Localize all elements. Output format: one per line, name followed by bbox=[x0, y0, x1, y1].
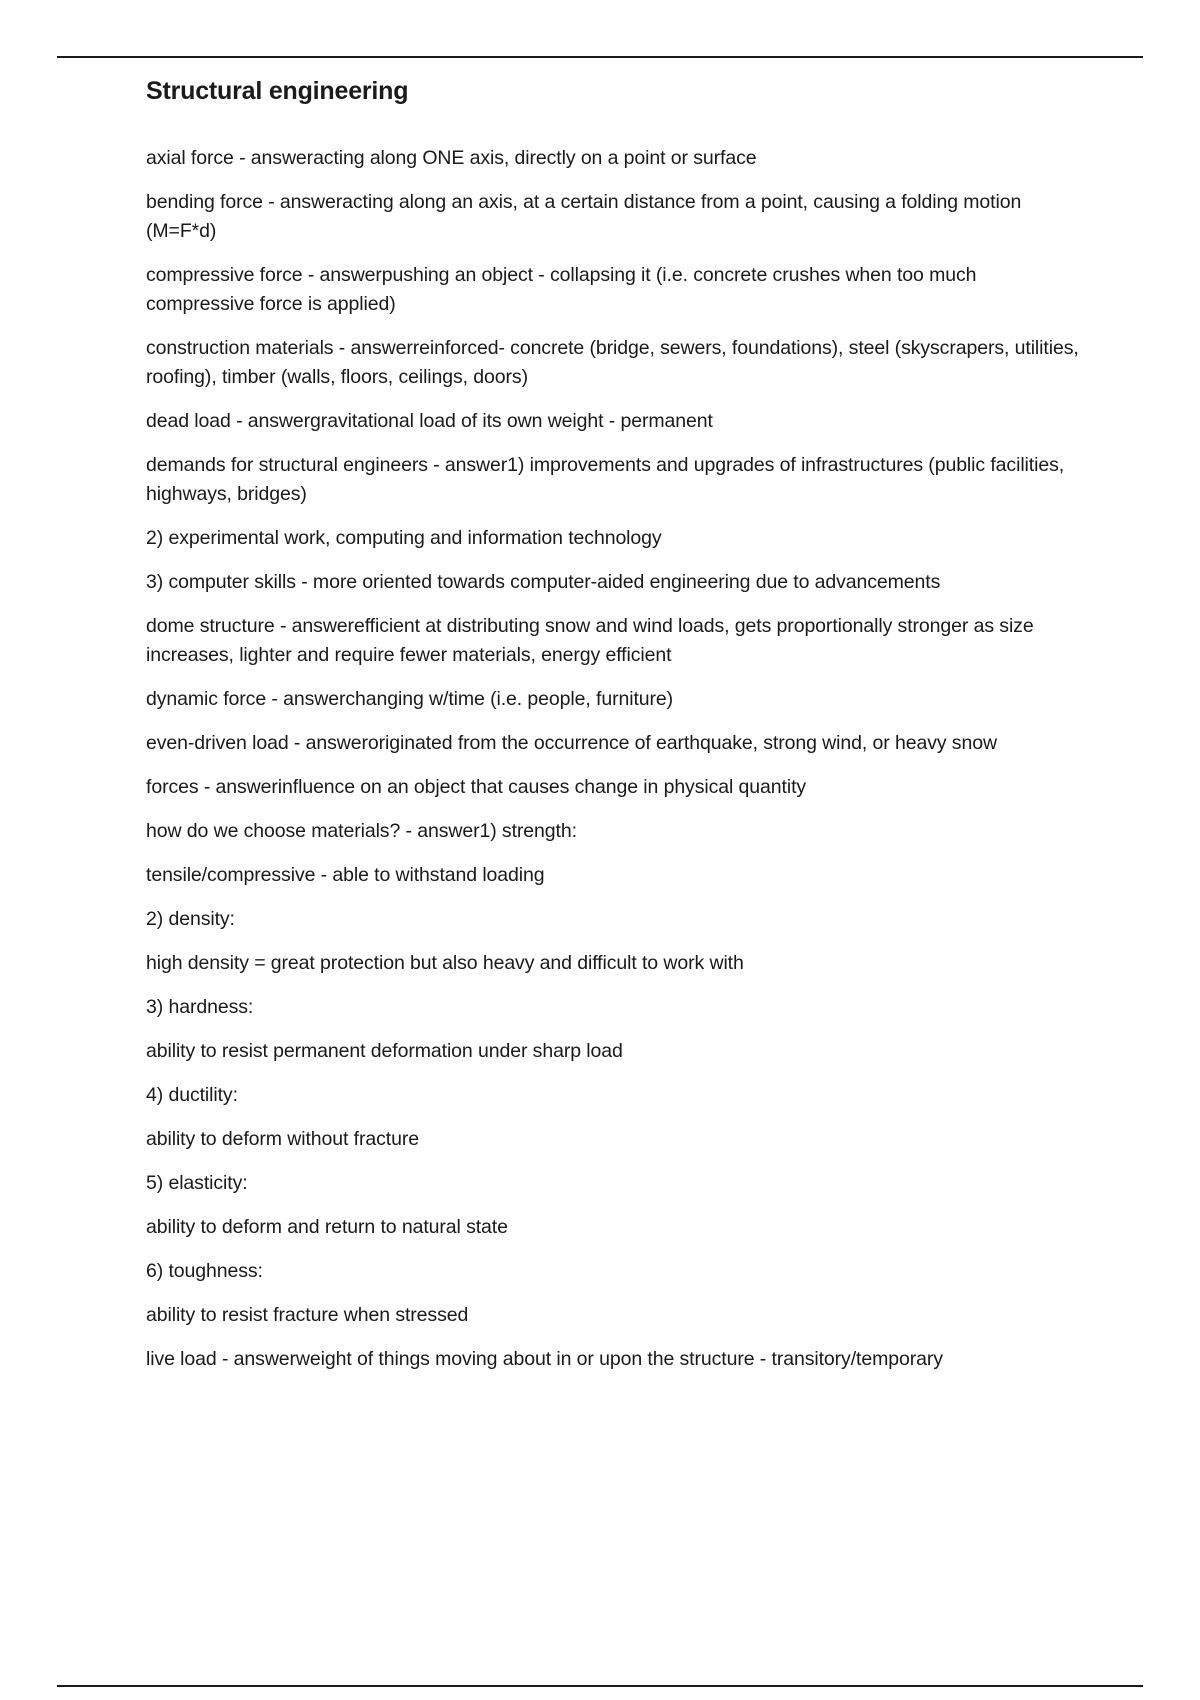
entry-dead-load: dead load - answergravitational load of its own weight - permanent bbox=[146, 410, 713, 432]
entry-bending-force: bending force - answeracting along an axis, at a certain distance from a point, causing a folding motion (M=F*d) bbox=[146, 191, 1022, 242]
entry-ductility-detail: ability to deform without fracture bbox=[146, 1128, 419, 1150]
entry-dynamic-force: dynamic force - answerchanging w/time (i.e. people, furniture) bbox=[146, 688, 674, 710]
entry-demands-item-2: 2) experimental work, computing and information technology bbox=[146, 527, 662, 549]
entry-event-driven-load: even-driven load - answeroriginated from the occurrence of earthquake, strong wind, or heavy snow bbox=[146, 732, 997, 754]
entry-hardness-detail: ability to resist permanent deformation under sharp load bbox=[146, 1040, 623, 1062]
header-rule bbox=[57, 56, 1143, 58]
entry-toughness: 6) toughness: bbox=[146, 1260, 263, 1282]
entry-demands-item-3: 3) computer skills - more oriented towards computer-aided engineering due to advancements bbox=[146, 571, 941, 593]
entry-ductility: 4) ductility: bbox=[146, 1084, 238, 1106]
entry-dome-structure: dome structure - answerefficient at distributing snow and wind loads, gets proportionally stronger as size increases, lighter and require fewer materials, energy efficient bbox=[146, 615, 1034, 666]
entry-elasticity: 5) elasticity: bbox=[146, 1172, 248, 1194]
entry-toughness-detail: ability to resist fracture when stressed bbox=[146, 1304, 469, 1326]
entry-density: 2) density: bbox=[146, 908, 235, 930]
entry-compressive-force: compressive force - answerpushing an object - collapsing it (i.e. concrete crushes when too much compressive force is applied) bbox=[146, 264, 977, 315]
entry-construction-materials: construction materials - answerreinforced- concrete (bridge, sewers, foundations), steel (skyscrapers, utilities, roofing), timber (walls, floors, ceilings, doors) bbox=[146, 337, 1079, 388]
document-body bbox=[146, 72, 1086, 1389]
entry-hardness: 3) hardness: bbox=[146, 996, 254, 1018]
entry-elasticity-detail: ability to deform and return to natural state bbox=[146, 1216, 508, 1238]
entry-density-detail: high density = great protection but also heavy and difficult to work with bbox=[146, 952, 744, 974]
footer-rule bbox=[57, 1685, 1143, 1687]
entry-strength-detail: tensile/compressive - able to withstand loading bbox=[146, 864, 545, 886]
entry-list bbox=[146, 144, 1086, 1374]
entry-demands-structural-engineers: demands for structural engineers - answer1) improvements and upgrades of infrastructures (public facilities, highways, bridges) bbox=[146, 454, 1065, 505]
entry-choose-materials: how do we choose materials? - answer1) strength: bbox=[146, 820, 577, 842]
entry-forces: forces - answerinfluence on an object that causes change in physical quantity bbox=[146, 776, 807, 798]
entry-axial-force: axial force - answeracting along ONE axis, directly on a point or surface bbox=[146, 147, 757, 169]
page-title: Structural engineering bbox=[146, 77, 409, 105]
entry-live-load: live load - answerweight of things moving about in or upon the structure - transitory/temporary bbox=[146, 1348, 943, 1370]
